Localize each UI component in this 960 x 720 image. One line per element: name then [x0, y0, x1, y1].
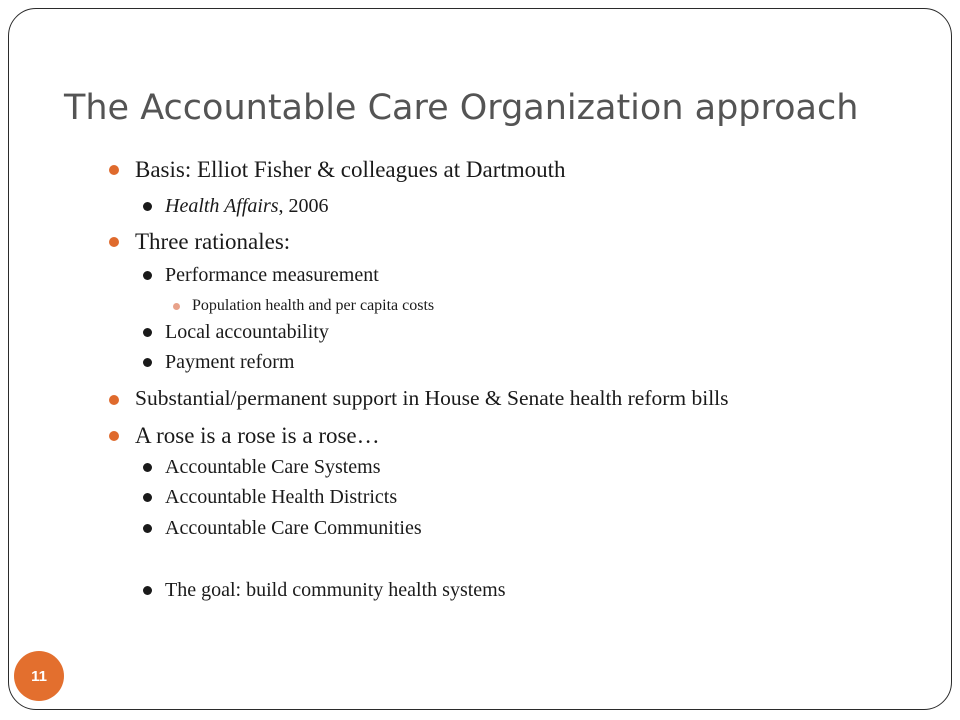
bullet-text: The goal: build community health systems: [165, 579, 506, 601]
bullet-text: A rose is a rose is a rose…: [135, 423, 380, 448]
bullet-rose: [135, 424, 380, 447]
bullet-text: Accountable Care Communities: [165, 517, 422, 539]
bullet-citation: [165, 196, 329, 216]
bullet-dot-icon: [143, 524, 152, 533]
citation-year: , 2006: [278, 195, 329, 217]
bullet-dot-icon: [143, 202, 152, 211]
bullet-local: [165, 322, 329, 342]
bullet-acc: [165, 518, 422, 538]
bullet-text: Payment reform: [165, 351, 295, 373]
bullet-text: Local accountability: [165, 321, 329, 343]
bullet-text: Population health and per capita costs: [192, 297, 435, 314]
slide-number-badge: 11: [14, 651, 64, 701]
bullet-dot-icon: [109, 431, 119, 441]
bullet-dot-icon: [143, 358, 152, 367]
bullet-text: Substantial/permanent support in House & Senate health reform bills: [135, 386, 729, 410]
bullet-dot-icon: [143, 586, 152, 595]
bullet-dot-icon: [109, 237, 119, 247]
bullet-text: Accountable Health Districts: [165, 486, 398, 508]
bullet-dot-icon: [143, 493, 152, 502]
bullet-dot-icon: [143, 463, 152, 472]
bullet-dot-icon: [109, 395, 119, 405]
bullet-basis: [135, 158, 566, 181]
bullet-rationales: [135, 230, 290, 253]
bullet-performance: [165, 265, 379, 285]
bullet-payment: [165, 352, 294, 372]
bullet-text: Basis: Elliot Fisher & colleagues at Dartmouth: [135, 157, 566, 182]
bullet-dot-icon: [143, 328, 152, 337]
bullet-text: Accountable Care Systems: [165, 456, 381, 478]
citation-journal: Health Affairs: [165, 195, 279, 217]
bullet-goal: [165, 580, 506, 600]
bullet-support: [135, 388, 729, 410]
bullet-text: Performance measurement: [165, 264, 379, 286]
bullet-acs: [165, 457, 381, 477]
bullet-dot-icon: [109, 165, 119, 175]
bullet-dot-icon: [173, 303, 180, 310]
bullet-ahd: [165, 487, 397, 507]
bullet-dot-icon: [143, 271, 152, 280]
bullet-population: [192, 298, 434, 314]
bullet-text: Three rationales:: [135, 229, 291, 254]
slide-title: The Accountable Care Organization approach: [64, 88, 859, 128]
